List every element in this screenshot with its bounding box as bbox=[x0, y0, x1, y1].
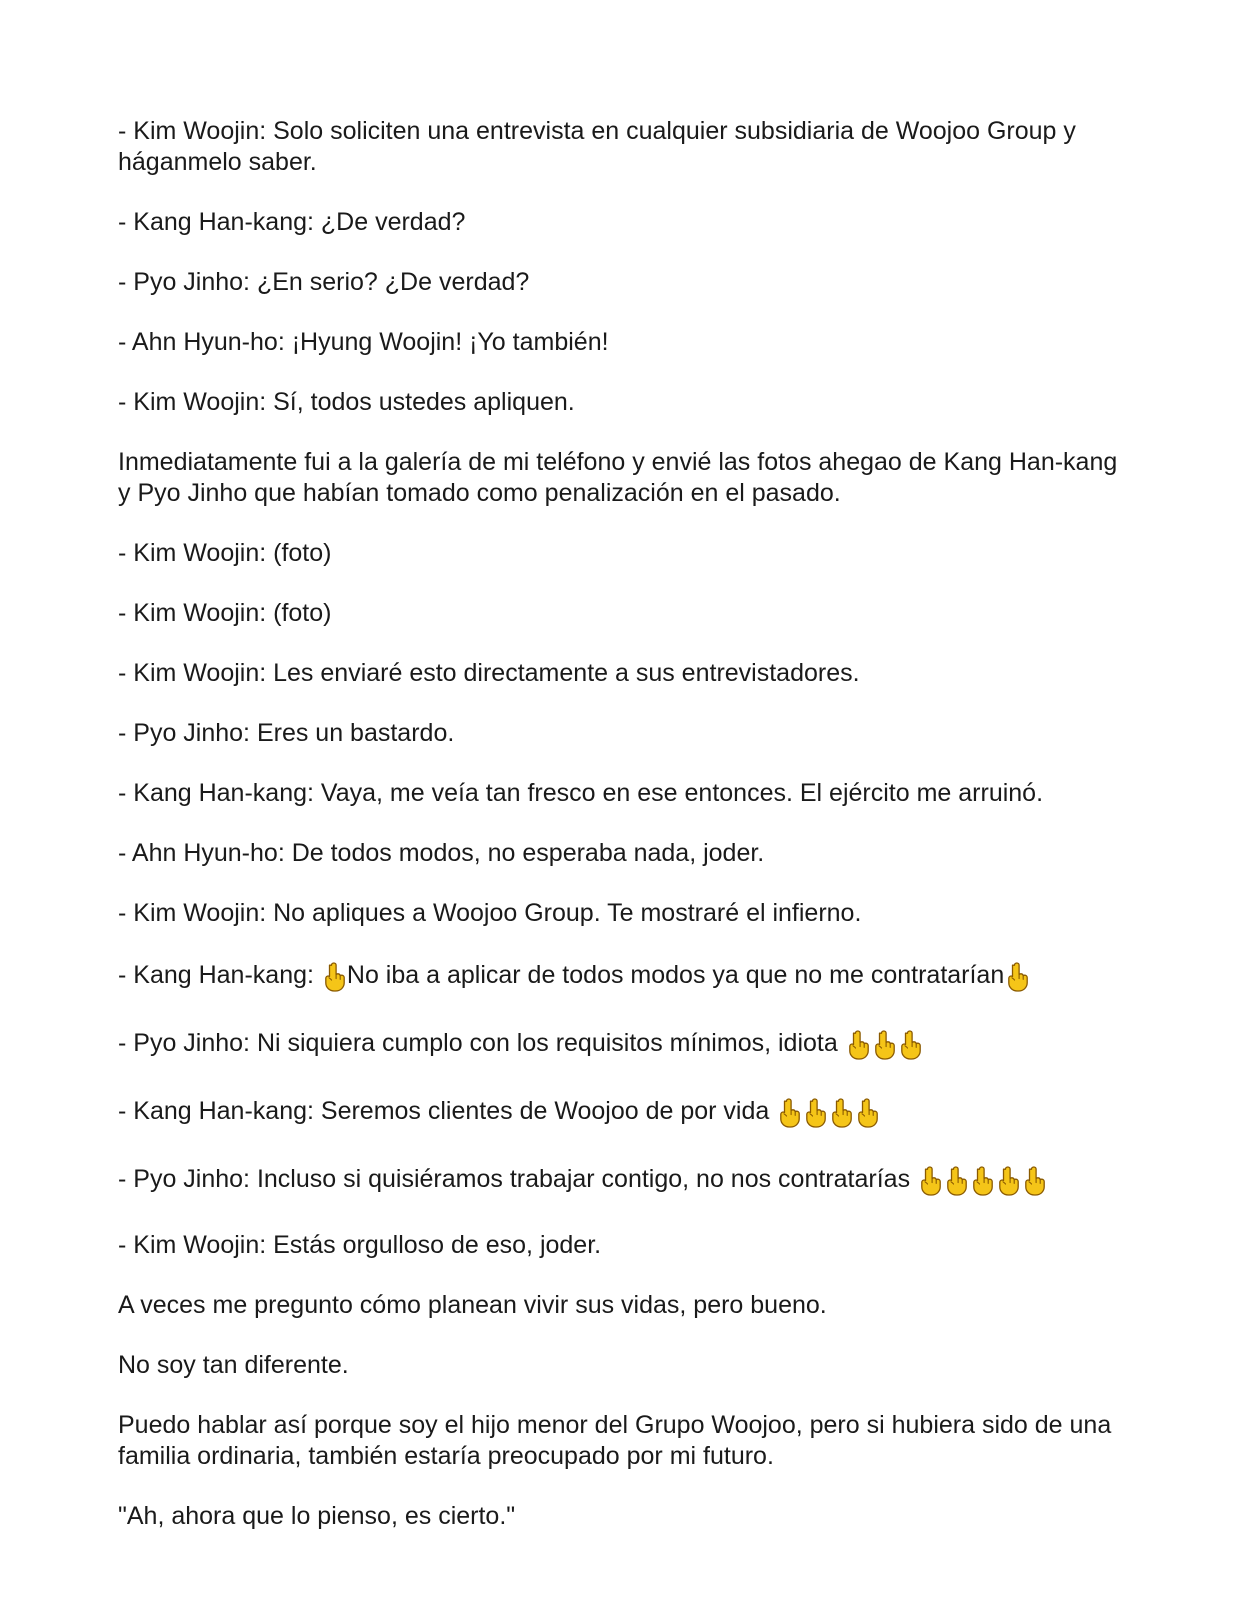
paragraph-text: Inmediatamente fui a la galería de mi teléfono y envié las fotos ahegao de Kang Han-kang y Pyo Jinho que habían tomado como penalización en el pasado. bbox=[118, 448, 1118, 507]
middle-finger-icon bbox=[1021, 1166, 1047, 1196]
middle-finger-icon bbox=[854, 1098, 880, 1128]
paragraph bbox=[118, 267, 1128, 298]
paragraph bbox=[118, 1501, 1128, 1532]
paragraph-text: - Kim Woojin: No apliques a Woojoo Group. Te mostraré el infierno. bbox=[118, 899, 862, 927]
paragraph bbox=[118, 207, 1128, 238]
middle-finger-icon bbox=[871, 1030, 897, 1060]
paragraph bbox=[118, 387, 1128, 418]
paragraph bbox=[118, 898, 1128, 929]
middle-finger-icon bbox=[1004, 962, 1030, 992]
paragraph bbox=[118, 1410, 1128, 1472]
paragraph-text: - Ahn Hyun-ho: De todos modos, no esperaba nada, joder. bbox=[118, 839, 765, 867]
paragraph bbox=[118, 838, 1128, 869]
paragraph bbox=[118, 1026, 1128, 1065]
middle-finger-icon bbox=[943, 1166, 969, 1196]
paragraph-text: - Kim Woojin: Solo soliciten una entrevista en cualquier subsidiaria de Woojoo Group y háganmelo saber. bbox=[118, 117, 1076, 176]
emoji-group bbox=[321, 962, 347, 997]
paragraph bbox=[118, 1350, 1128, 1381]
middle-finger-icon bbox=[995, 1166, 1021, 1196]
paragraph bbox=[118, 538, 1128, 569]
paragraph bbox=[118, 598, 1128, 629]
paragraph-text: Puedo hablar así porque soy el hijo menor del Grupo Woojoo, pero si hubiera sido de una familia ordinaria, también estaría preocupado por mi futuro. bbox=[118, 1411, 1112, 1470]
paragraph-text: "Ah, ahora que lo pienso, es cierto." bbox=[118, 1502, 516, 1530]
paragraph bbox=[118, 447, 1128, 509]
paragraph-text: - Pyo Jinho: ¿En serio? ¿De verdad? bbox=[118, 268, 530, 296]
paragraph bbox=[118, 658, 1128, 689]
paragraph-text: - Kim Woojin: (foto) bbox=[118, 539, 332, 567]
paragraph-text: - Kim Woojin: (foto) bbox=[118, 599, 332, 627]
emoji-group bbox=[776, 1098, 880, 1133]
middle-finger-icon bbox=[802, 1098, 828, 1128]
paragraph-text: - Pyo Jinho: Ni siquiera cumplo con los requisitos mínimos, idiota bbox=[118, 1029, 845, 1057]
paragraph-text: - Kang Han-kang: Vaya, me veía tan fresco en ese entonces. El ejército me arruinó. bbox=[118, 779, 1044, 807]
paragraph-text: - Kang Han-kang: Seremos clientes de Woojoo de por vida bbox=[118, 1097, 777, 1125]
emoji-group bbox=[1004, 962, 1030, 997]
paragraph bbox=[118, 958, 1128, 997]
paragraph bbox=[118, 1290, 1128, 1321]
paragraph bbox=[118, 718, 1128, 749]
paragraph-text: - Pyo Jinho: Eres un bastardo. bbox=[118, 719, 455, 747]
paragraph-text: - Ahn Hyun-ho: ¡Hyung Woojin! ¡Yo también! bbox=[118, 328, 609, 356]
paragraph bbox=[118, 327, 1128, 358]
paragraph bbox=[118, 778, 1128, 809]
paragraph-text: - Kang Han-kang: bbox=[118, 961, 321, 989]
emoji-group bbox=[845, 1030, 923, 1065]
paragraph-text: - Kim Woojin: Les enviaré esto directamente a sus entrevistadores. bbox=[118, 659, 860, 687]
middle-finger-icon bbox=[845, 1030, 871, 1060]
paragraph-text: - Kim Woojin: Sí, todos ustedes apliquen. bbox=[118, 388, 575, 416]
paragraph bbox=[118, 1094, 1128, 1133]
paragraph-text-after: No iba a aplicar de todos modos ya que no me contratarían bbox=[346, 961, 1005, 989]
paragraph bbox=[118, 1162, 1128, 1201]
paragraph-text: No soy tan diferente. bbox=[118, 1351, 349, 1379]
document-body bbox=[118, 116, 1128, 1561]
paragraph bbox=[118, 116, 1128, 178]
middle-finger-icon bbox=[917, 1166, 943, 1196]
paragraph-text: - Kim Woojin: Estás orgulloso de eso, joder. bbox=[118, 1231, 602, 1259]
middle-finger-icon bbox=[776, 1098, 802, 1128]
middle-finger-icon bbox=[321, 962, 347, 992]
middle-finger-icon bbox=[969, 1166, 995, 1196]
paragraph-text: - Kang Han-kang: ¿De verdad? bbox=[118, 208, 466, 236]
paragraph-text: A veces me pregunto cómo planean vivir sus vidas, pero bueno. bbox=[118, 1291, 827, 1319]
middle-finger-icon bbox=[828, 1098, 854, 1128]
emoji-group bbox=[917, 1166, 1047, 1201]
paragraph bbox=[118, 1230, 1128, 1261]
paragraph-text: - Pyo Jinho: Incluso si quisiéramos trabajar contigo, no nos contratarías bbox=[118, 1165, 918, 1193]
middle-finger-icon bbox=[897, 1030, 923, 1060]
